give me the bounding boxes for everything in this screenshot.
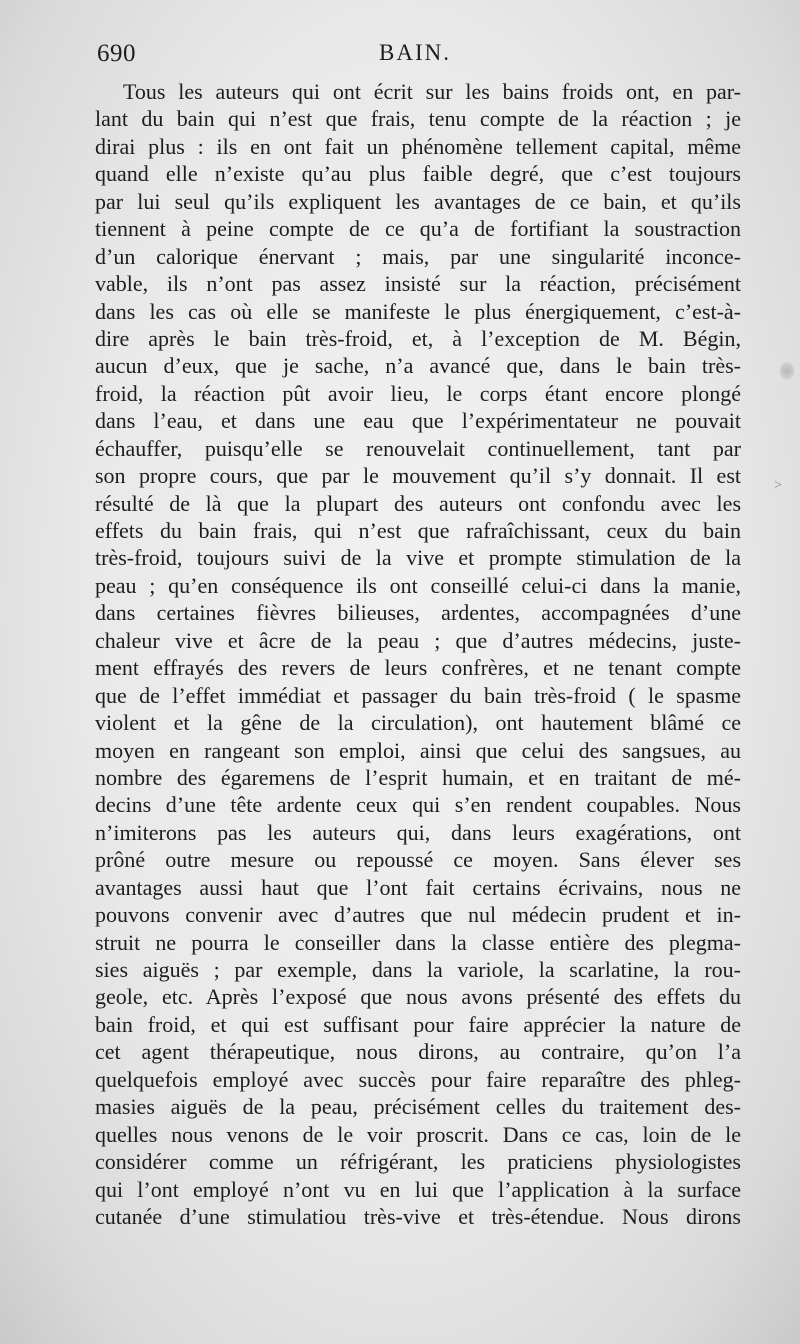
- text-line: considérer comme un réfrigérant, les praticiens physiologistes: [95, 1149, 741, 1175]
- text-line: son propre cours, que par le mouvement qu’il s’y donnait. Il est: [95, 463, 741, 489]
- text-line: quand elle n’existe qu’au plus faible degré, que c’est toujours: [95, 161, 741, 187]
- text-line: struit ne pourra le conseiller dans la classe entière des plegma-: [95, 929, 741, 955]
- text-line: prôné outre mesure ou repoussé ce moyen. Sans élever ses: [95, 847, 741, 873]
- text-line: que de l’effet immédiat et passager du bain très-froid ( le spasme: [95, 682, 741, 708]
- text-line: échauffer, puisqu’elle se renouvelait continuellement, tant par: [95, 435, 741, 461]
- text-line: cutanée d’une stimulatiou très-vive et très-étendue. Nous dirons: [95, 1203, 741, 1229]
- text-line: effets du bain frais, qui n’est que rafraîchissant, ceux du bain: [95, 518, 741, 543]
- text-line: violent et la gêne de la circulation), ont hautement blâmé ce: [95, 710, 741, 736]
- text-line: résulté de là que la plupart des auteurs ont confondu avec les: [95, 490, 741, 516]
- text-line: aucun d’eux, que je sache, n’a avancé que, dans le bain très-: [95, 353, 741, 379]
- text-line: d’un calorique énervant ; mais, par une singularité inconce-: [95, 243, 741, 269]
- text-line: qui l’ont employé n’ont vu en lui que l’application à la surface: [95, 1176, 741, 1202]
- text-line: sies aiguës ; par exemple, dans la variole, la scarlatine, la rou-: [95, 957, 741, 982]
- page-header: [97, 40, 743, 80]
- text-line: tiennent à peine compte de ce qu’a de fortifiant la soustraction: [95, 216, 741, 242]
- text-line: geole, etc. Après l’exposé que nous avons présenté des effets du: [95, 984, 741, 1010]
- text-line: dans l’eau, et dans une eau que l’expérimentateur ne pouvait: [95, 408, 741, 434]
- text-line: dans certaines fièvres bilieuses, ardentes, accompagnées d’une: [95, 600, 741, 626]
- text-line: lant du bain qui n’est que frais, tenu compte de la réaction ; je: [95, 106, 741, 132]
- text-line: pouvons convenir avec d’autres que nul médecin prudent et in-: [95, 902, 741, 928]
- running-head: BAIN.: [379, 40, 451, 65]
- text-line: cet agent thérapeutique, nous dirons, au contraire, qu’on l’a: [95, 1039, 741, 1065]
- text-line: dirai plus : ils en ont fait un phénomène tellement capital, même: [95, 133, 741, 159]
- text-line: par lui seul qu’ils expliquent les avantages de ce bain, et qu’ils: [95, 188, 741, 214]
- text-line: quelquefois employé avec succès pour faire reparaître des phleg-: [95, 1066, 741, 1092]
- page-blemish: [780, 362, 794, 380]
- text-line: dire après le bain très-froid, et, à l’exception de M. Bégin,: [95, 325, 741, 351]
- text-line: quelles nous venons de le voir proscrit. Dans ce cas, loin de le: [95, 1121, 741, 1147]
- text-line: Tous les auteurs qui ont écrit sur les bains froids ont, en par-: [123, 79, 741, 104]
- text-line: bain froid, et qui est suffisant pour faire apprécier la nature de: [95, 1011, 741, 1037]
- text-line: moyen en rangeant son emploi, ainsi que celui des sangsues, au: [95, 737, 741, 763]
- text-line: ment effrayés des revers de leurs confrères, et ne tenant compte: [95, 655, 741, 681]
- text-line: peau ; qu’en conséquence ils ont conseillé celui-ci dans la manie,: [95, 572, 741, 598]
- text-line: chaleur vive et âcre de la peau ; que d’autres médecins, juste-: [95, 627, 741, 653]
- text-line: dans les cas où elle se manifeste le plus énergiquement, c’est-à-: [95, 298, 741, 324]
- text-line: n’imiterons pas les auteurs qui, dans leurs exagérations, ont: [95, 819, 741, 845]
- text-line: masies aiguës de la peau, précisément celles du traitement des-: [95, 1094, 741, 1120]
- text-line: decins d’une tête ardente ceux qui s’en rendent coupables. Nous: [95, 792, 741, 818]
- margin-mark: >: [774, 478, 782, 493]
- text-line: avantages aussi haut que l’ont fait certains écrivains, nous ne: [95, 874, 741, 900]
- text-line: très-froid, toujours suivi de la vive et prompte stimulation de la: [95, 545, 741, 571]
- text-line: froid, la réaction pût avoir lieu, le corps étant encore plongé: [95, 380, 741, 406]
- text-line: nombre des égaremens de l’esprit humain, et en traitant de mé-: [95, 764, 741, 790]
- body-text: [95, 78, 741, 1230]
- page-number: 690: [97, 40, 136, 67]
- text-line: vable, ils n’ont pas assez insisté sur la réaction, précisément: [95, 271, 741, 297]
